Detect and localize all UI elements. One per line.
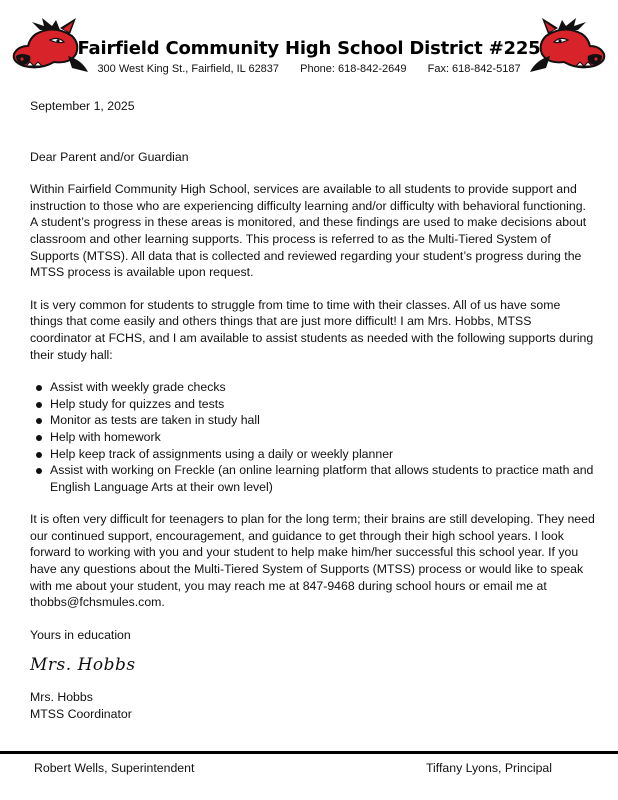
school-name: Fairfield Community High School District #225 [77, 38, 541, 59]
handwritten-signature: Mrs. Hobbs [30, 655, 136, 676]
supports-list [30, 379, 596, 495]
paragraph-mtss-intro: Within Fairfield Community High School, services are available to all students to provide support and instruction to those who are experiencing difficulty learning and/or difficulty with behavioral functioning. A student’s progress in these areas is monitored, and these findings are used to make decisions about classroom and other learning supports. This process is referred to as the Multi-Tiered System of Supports (MTSS). All data that is collected and reviewed regarding your student’s progress during the MTSS process is available upon request. [30, 182, 587, 280]
list-item: Help study for quizzes and tests [50, 396, 596, 413]
footer-principal: Tiffany Lyons, Principal [426, 761, 552, 775]
footer-superintendent: Robert Wells, Superintendent [34, 761, 195, 775]
list-item: Help keep track of assignments using a daily or weekly planner [50, 446, 596, 463]
letterhead [0, 10, 618, 80]
signer-name: Mrs. Hobbs [30, 690, 93, 705]
letter-closing: Yours in education [30, 627, 131, 642]
school-fax: Fax: 618-842-5187 [427, 63, 521, 75]
paragraph-supports-offer: It is very common for students to struggle from time to time with their classes. All of us have some things that come easily and others things that are just more difficult! I am Mrs. Hobbs, MTSS coordinator at FCHS, and I am available to assist students as needed with the following supports during their study hall: [30, 297, 594, 362]
school-contact-line [0, 63, 618, 75]
footer-divider [0, 751, 618, 754]
letter-body [30, 98, 596, 723]
list-item: Assist with working on Freckle (an online learning platform that allows students to practice math and English Language Arts at their own level) [50, 462, 596, 495]
letter-greeting: Dear Parent and/or Guardian [30, 149, 189, 164]
list-item: Help with homework [50, 429, 596, 446]
letter-date: September 1, 2025 [30, 99, 135, 113]
school-address: 300 West King St., Fairfield, IL 62837 [97, 63, 280, 75]
school-phone: Phone: 618-842-2649 [300, 63, 407, 75]
paragraph-contact: It is often very difficult for teenagers to plan for the long term; their brains are still developing. They need our continued support, encouragement, and guidance to get through their high school years. I look forward to working with you and your student to help make him/her successful this school year. If you have any questions about the Multi-Tiered System of Supports (MTSS) process or would like to speak with me about your student, you may reach me at 847-9468 during school hours or email me at thobbs@fchsmules.com. [30, 512, 595, 610]
mule-mascot-icon [528, 16, 608, 74]
signer-title: MTSS Coordinator [30, 707, 132, 722]
list-item: Monitor as tests are taken in study hall [50, 412, 596, 429]
list-item: Assist with weekly grade checks [50, 379, 596, 396]
